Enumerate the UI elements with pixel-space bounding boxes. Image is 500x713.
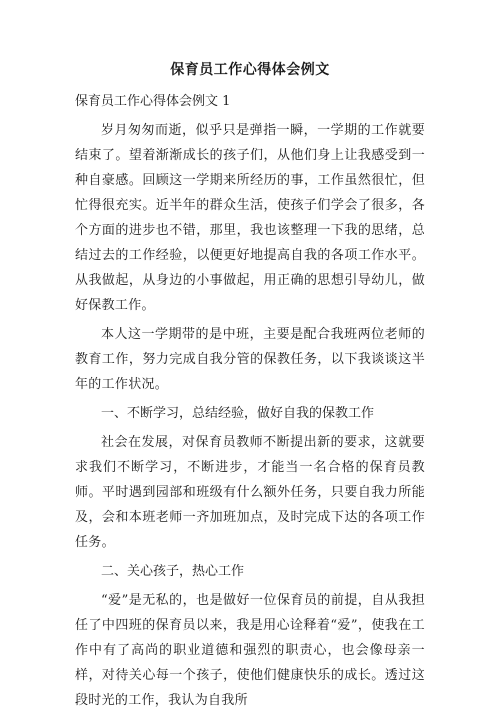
paragraph-1: 岁月匆匆而逝，似乎只是弹指一瞬，一学期的工作就要结束了。望着渐渐成长的孩子们，从他们身上让我感受到一种自豪感。回顾这一学期来所经历的事，工作虽然很忙，但忙得很充实。近半年的群众生活，使孩子们学会了很多，各个方面的进步也不错，那里，我也该整理一下我的思绪，总结过去的工作经验，以便更好地提高自我的各项工作水平。从我做起，从身边的小事做起，用正确的思想引导幼儿，做好保教工作。 — [75, 123, 425, 313]
paragraph-2: 本人这一学期带的是中班，主要是配合我班两位老师的教育工作，努力完成自我分管的保教任务，以下我谈谈这半年的工作状况。 — [75, 327, 425, 392]
document-subtitle: 保育员工作心得体会例文 1 — [75, 94, 231, 109]
document-title: 保育员工作心得体会例文 — [170, 62, 330, 78]
section-heading-2: 二、关心孩子，热心工作 — [101, 564, 245, 579]
section-heading-1: 一、不断学习，总结经验，做好自我的保教工作 — [101, 406, 375, 421]
paragraph-3: 社会在发展，对保育员教师不断提出新的要求，这就要求我们不断学习，不断进步，才能当一名合格的保育员教师。平时遇到园部和班级有什么额外任务，只要自我力所能及，会和本班老师一齐加班加点，及时完成下达的各项工作任务。 — [75, 435, 425, 550]
paragraph-4: “爱”是无私的，也是做好一位保育员的前提，自从我担任了中四班的保育员以来，我是用心诠释着“爱”，使我在工作中有了高尚的职业道德和强烈的职责心，也会像母亲一样，对待关心每一个孩子，使他们健康快乐的成长。透过这段时光的工作，我认为自我所 — [75, 593, 425, 708]
